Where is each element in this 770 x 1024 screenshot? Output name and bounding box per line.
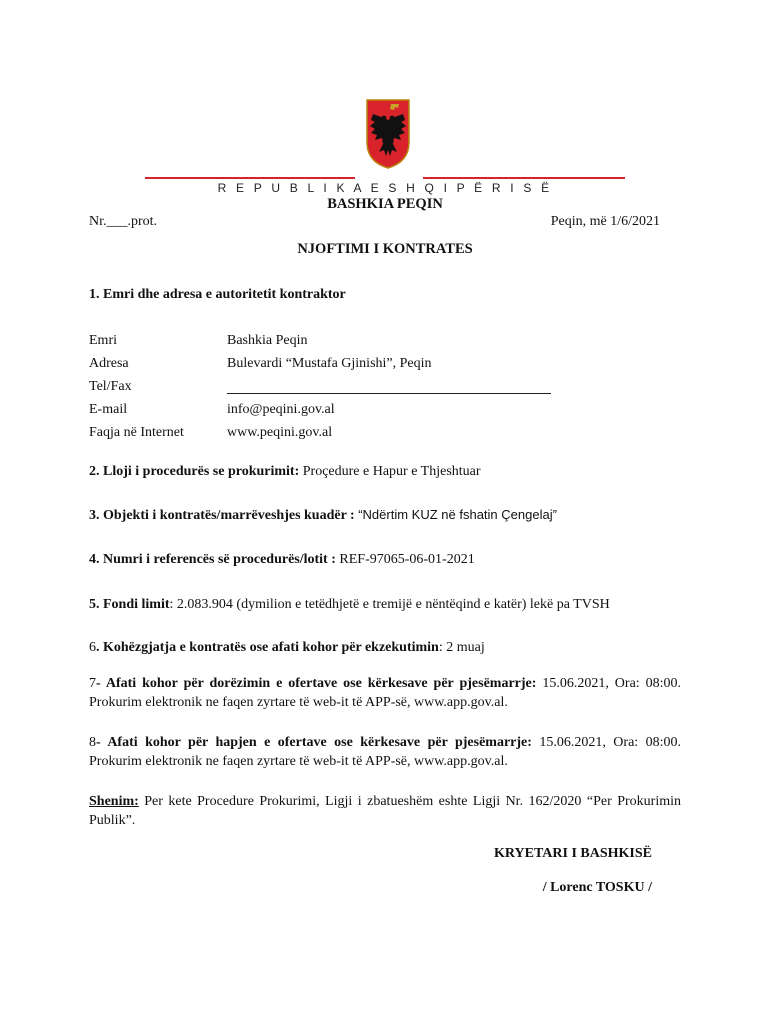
value-name: Bashkia Peqin (227, 333, 308, 348)
contract-object-line (89, 507, 557, 524)
fund-limit-label: 5. Fondi limit (89, 597, 170, 612)
submission-deadline (89, 674, 681, 712)
value-website: www.peqini.gov.al (227, 425, 333, 440)
submission-label: - Afati kohor për dorëzimin e ofertave ose kërkesave për pjesëmarrje: (96, 676, 537, 691)
procedure-type-label: 2. Lloji i procedurës se prokurimit: (89, 464, 300, 479)
reference-line (89, 552, 475, 568)
label-name: Emri (89, 333, 117, 348)
duration-line (89, 640, 485, 656)
duration-value: : 2 muaj (438, 640, 485, 655)
duration-number: 6 (89, 640, 96, 655)
authority-heading: 1. Emri dhe adresa e autoritetit kontraktor (89, 287, 346, 302)
fund-limit-line (89, 597, 610, 613)
header-rule-right (423, 177, 625, 179)
duration-label: . Kohëzgjatja e kontratës ose afati kohor për ekzekutimin (96, 640, 439, 655)
notice-title: NJOFTIMI I KONTRATES (297, 241, 473, 257)
legal-note (89, 792, 681, 830)
municipality-heading: BASHKIA PEQIN (327, 196, 443, 212)
albanian-coat-of-arms (365, 98, 411, 170)
label-telfax: Tel/Fax (89, 379, 132, 394)
telfax-blank-line (227, 393, 551, 394)
contract-object-value: “Ndërtim KUZ në fshatin Çengelaj” (358, 507, 557, 522)
note-text: Per kete Procedure Prokurimi, Ligji i zbatueshëm eshte Ligji Nr. 162/2020 “Per Prokurimin Publik”. (89, 794, 681, 828)
protocol-number: Nr.___.prot. (89, 214, 158, 229)
value-email: info@peqini.gov.al (227, 402, 335, 417)
header-rule-left (145, 177, 355, 179)
procedure-type-line (89, 464, 481, 480)
label-address: Adresa (89, 356, 129, 371)
note-label: Shenim: (89, 794, 139, 809)
procedure-type-value: Proçedure e Hapur e Thjeshtuar (302, 464, 481, 479)
opening-number: 8 (89, 735, 96, 750)
submission-value: 15.06.2021, Ora: 08:00. Prokurim elektronik ne faqen zyrtare të web-it të APP-së, www.app.gov.al. (89, 676, 682, 710)
opening-label: - Afati kohor për hapjen e ofertave ose kërkesave për pjesëmarrje: (96, 735, 532, 750)
opening-value: 15.06.2021, Ora: 08:00. Prokurim elektronik ne faqen zyrtare të web-it të APP-së, www.app.gov.al. (89, 735, 682, 769)
label-website: Faqja në Internet (89, 425, 184, 440)
opening-deadline (89, 733, 681, 771)
reference-label: 4. Numri i referencës së procedurës/lotit : (89, 552, 336, 567)
contract-object-label: 3. Objekti i kontratës/marrëveshjes kuadër : (89, 508, 355, 523)
value-address: Bulevardi “Mustafa Gjinishi”, Peqin (227, 356, 432, 371)
signatory-name: / Lorenc TOSKU / (542, 880, 652, 895)
fund-limit-value: : 2.083.904 (dymilion e tetëdhjetë e tremijë e nëntëqind e katër) lekë pa TVSH (169, 597, 610, 612)
submission-number: 7 (89, 676, 96, 691)
republic-heading: R E P U B L I K A E S H Q I P Ë R I S Ë (217, 181, 553, 195)
label-email: E-mail (89, 402, 128, 417)
document-date: Peqin, më 1/6/2021 (550, 214, 660, 229)
reference-value: REF-97065-06-01-2021 (339, 552, 475, 567)
signatory-title: KRYETARI I BASHKISË (494, 846, 652, 861)
